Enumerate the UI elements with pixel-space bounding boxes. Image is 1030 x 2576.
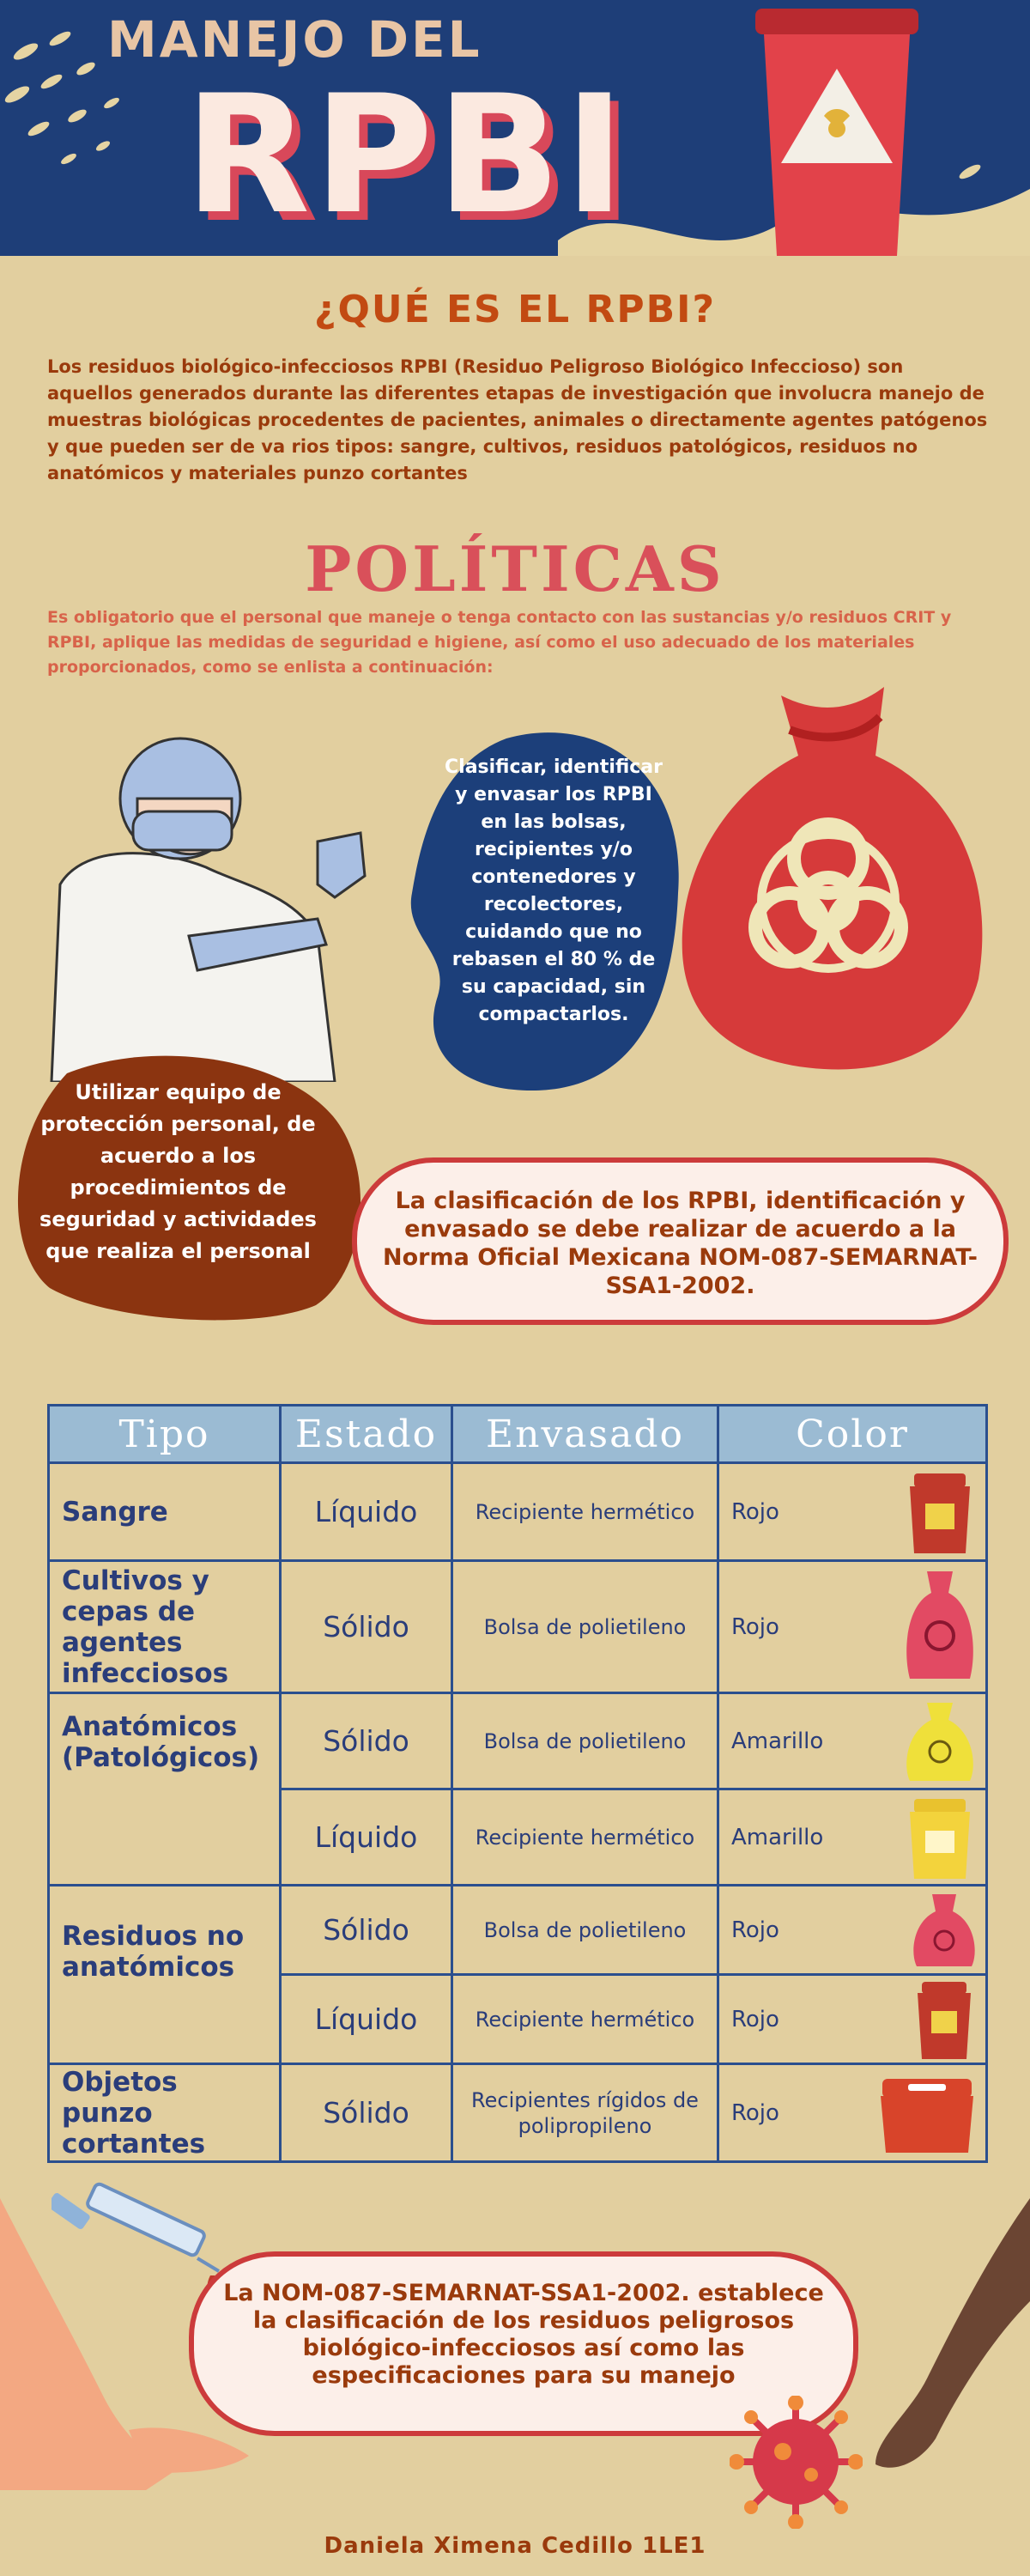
health-worker-illustration bbox=[34, 713, 403, 1082]
header-banner bbox=[0, 0, 1030, 256]
cell-envasado: Recipiente hermético bbox=[452, 1463, 718, 1561]
virus-icon bbox=[730, 2396, 863, 2529]
cell-envasado: Bolsa de polietileno bbox=[452, 1693, 718, 1789]
table-row bbox=[49, 1561, 987, 1693]
cell-estado: Sólido bbox=[281, 1886, 452, 1975]
cell-color bbox=[718, 1463, 987, 1561]
header-estado: Estado bbox=[281, 1406, 452, 1463]
cell-envasado: Recipientes rígidos de polipropileno bbox=[452, 2064, 718, 2162]
table-header-row bbox=[49, 1406, 987, 1463]
yellow-container-icon bbox=[901, 1795, 978, 1880]
politicas-title: POLÍTICAS bbox=[305, 532, 725, 605]
cell-envasado: Recipiente hermético bbox=[452, 1975, 718, 2064]
red-container-icon bbox=[901, 1469, 978, 1555]
cell-color bbox=[718, 1693, 987, 1789]
footer-callout-text: La NOM-087-SEMARNAT-SSA1-2002. establece la clasificación de los residuos peligrosos biológico-infecciosos así como las especificaciones para su manejo bbox=[223, 2280, 824, 2389]
table-row bbox=[49, 2064, 987, 2162]
table-row bbox=[49, 1693, 987, 1789]
red-bag-icon bbox=[901, 1567, 978, 1687]
cell-envasado: Bolsa de polietileno bbox=[452, 1886, 718, 1975]
red-container-icon bbox=[910, 1978, 978, 2061]
cell-color bbox=[718, 2064, 987, 2162]
color-label: Rojo bbox=[731, 1917, 779, 1943]
red-bag-icon bbox=[910, 1891, 978, 1970]
header-color: Color bbox=[718, 1406, 987, 1463]
cell-tipo: Anatómicos (Patológicos) bbox=[49, 1693, 281, 1886]
color-label: Amarillo bbox=[731, 1728, 824, 1754]
leg-illustration bbox=[858, 2198, 1030, 2482]
cell-estado: Líquido bbox=[281, 1975, 452, 2064]
blue-bubble-text: Clasificar, identificar y envasar los RPBI en las bolsas, recipientes y/o contenedores y recolectores, cuidando que no rebasen el 80 % de su capacidad, sin compactarlos. bbox=[445, 756, 663, 1025]
cell-envasado: Recipiente hermético bbox=[452, 1789, 718, 1886]
cell-tipo: Residuos no anatómicos bbox=[49, 1886, 281, 2064]
header-envasado: Envasado bbox=[452, 1406, 718, 1463]
cell-estado: Sólido bbox=[281, 1561, 452, 1693]
yellow-bag-icon bbox=[901, 1698, 978, 1784]
politicas-text: Es obligatorio que el personal que maneje o tenga contacto con las sustancias y/o residuos CRIT y RPBI, aplique las medidas de seguridad e higiene, así como el uso adecuado de los materiales proporcionados, como se enlista a continuación: bbox=[47, 608, 952, 677]
cell-color bbox=[718, 1975, 987, 2064]
cell-tipo: Objetos punzo cortantes bbox=[49, 2064, 281, 2162]
biohazard-bag-icon bbox=[652, 678, 1004, 1073]
table-row bbox=[49, 1463, 987, 1561]
cell-estado: Líquido bbox=[281, 1463, 452, 1561]
sharps-container-icon bbox=[876, 2070, 978, 2156]
cell-envasado: Bolsa de polietileno bbox=[452, 1561, 718, 1693]
syringe-icon bbox=[52, 2172, 223, 2301]
biohazard-bin-icon bbox=[738, 0, 936, 256]
color-label: Rojo bbox=[731, 2006, 779, 2032]
brown-bubble-text: Utilizar equipo de protección personal, de acuerdo a los procedimientos de seguridad y actividades que realiza el personal bbox=[39, 1080, 317, 1263]
color-label: Rojo bbox=[731, 2099, 779, 2126]
what-text: Los residuos biológico-infecciosos RPBI (Residuo Peligroso Biológico Infeccioso) son aquellos generados durante las diferentes etapas de investigación que involucra manejo de muestras biológicas procedentes de pacientes, animales o directamente agentes patógenos y que pueden ser de va rios tipos: sangre, cultivos, residuos patológicos, residuos no anatómicos y materiales punzo cortantes bbox=[47, 356, 988, 483]
title-manejo: MANEJO DEL bbox=[107, 10, 482, 69]
cell-color bbox=[718, 1886, 987, 1975]
cell-estado: Sólido bbox=[281, 1693, 452, 1789]
rpbi-table bbox=[47, 1404, 988, 2163]
color-label: Rojo bbox=[731, 1613, 779, 1640]
table-row bbox=[49, 1886, 987, 1975]
color-label: Amarillo bbox=[731, 1824, 824, 1850]
norm-callout-text: La clasificación de los RPBI, identificación y envasado se debe realizar de acuerdo a la Norma Oficial Mexicana NOM-087-SEMARNAT-SSA1-2002. bbox=[383, 1188, 978, 1299]
title-rpbi: RPBI bbox=[185, 60, 629, 250]
cell-tipo: Cultivos y cepas de agentes infecciosos bbox=[49, 1561, 281, 1693]
cell-tipo: Sangre bbox=[49, 1463, 281, 1561]
header-tipo: Tipo bbox=[49, 1406, 281, 1463]
color-label: Rojo bbox=[731, 1498, 779, 1525]
author-credit: Daniela Ximena Cedillo 1LE1 bbox=[324, 2533, 706, 2559]
cell-estado: Líquido bbox=[281, 1789, 452, 1886]
what-title: ¿QUÉ ES EL RPBI? bbox=[313, 288, 717, 331]
cell-color bbox=[718, 1561, 987, 1693]
cell-estado: Sólido bbox=[281, 2064, 452, 2162]
cell-color bbox=[718, 1789, 987, 1886]
